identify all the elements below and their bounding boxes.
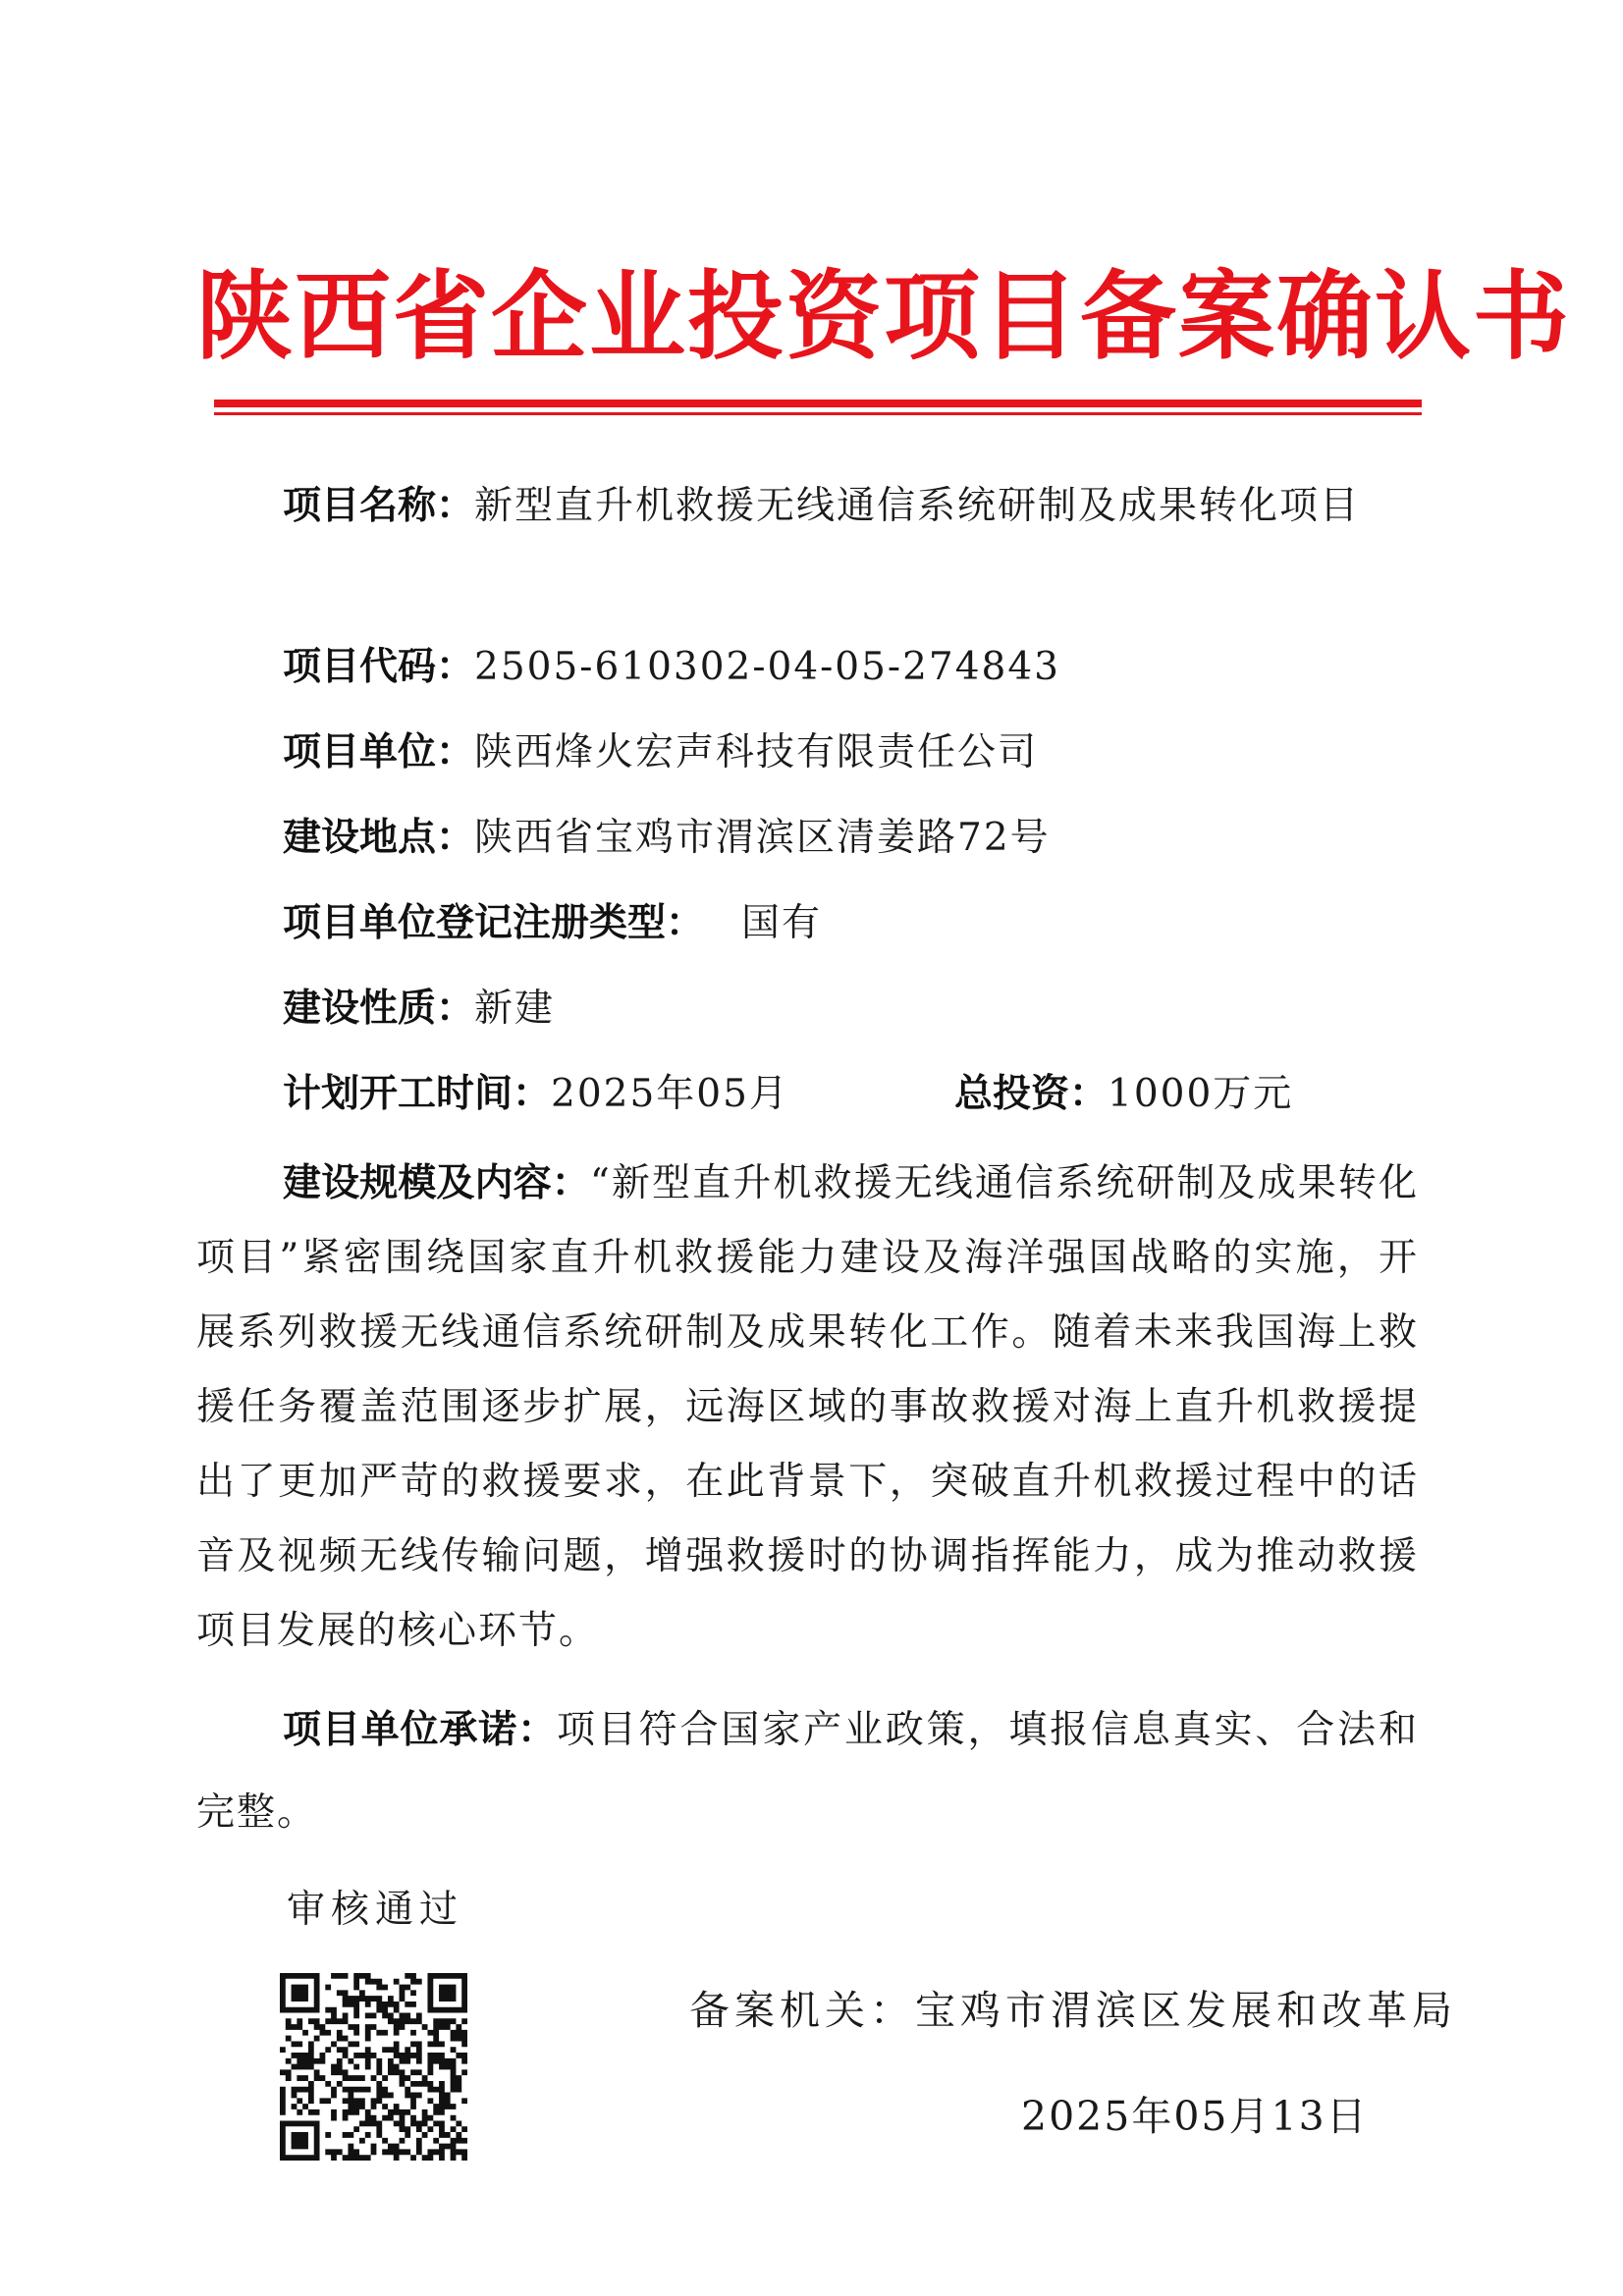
commitment-label: 项目单位承诺： [283,1708,557,1752]
qr-code-graphic [280,1973,467,2161]
total-investment-field [954,1059,1293,1130]
scope-value: “新型直升机救援无线通信系统研制及成果转化项目”紧密围绕国家直升机救援能力建设及海洋强国战略的实施，开展系列救援无线通信系统研制及成果转化工作。随着未来我国海上救援任务覆盖范围逐步扩展，远海区域的事故救援对海上直升机救援提出了更加严苛的救援要求，在此背景下，突破直升机救援过程中的话音及视频无线传输问题，增强救援时的协调指挥能力，成为推动救援项目发展的核心环节。 [196,1161,1419,1653]
qr-code-modules [280,1973,467,2161]
nature-label: 建设性质： [283,987,475,1031]
scope-field [196,1147,1419,1669]
project-name-field [196,463,1419,549]
registration-type-field [283,888,822,959]
scope-label: 建设规模及内容： [283,1161,590,1205]
total-investment-label: 总投资： [954,1072,1109,1116]
filing-date: 2025年05月13日 [1021,2093,1369,2140]
document-title: 陕西省企业投资项目备案确认书 [196,260,1572,373]
registration-type-value: 国有 [741,901,823,945]
project-code-value: 2505-610302-04-05-274843 [474,645,1060,689]
approval-status: 审核通过 [287,1888,464,1932]
project-name-value: 新型直升机救援无线通信系统研制及成果转化项目 [474,484,1361,528]
project-unit-field [283,718,1038,788]
registration-type-label: 项目单位登记注册类型： [283,901,705,945]
project-code-field [283,632,1060,703]
start-time-label: 计划开工时间： [283,1072,552,1116]
commitment-field [196,1689,1419,1854]
location-field [283,803,1051,874]
nature-field [283,974,555,1044]
start-time-value: 2025年05月 [551,1072,789,1116]
location-label: 建设地点： [283,816,475,860]
commitment-value: 项目符合国家产业政策，填报信息真实、合法和完整。 [196,1708,1419,1835]
start-time-field [283,1059,789,1130]
total-investment-value: 1000万元 [1108,1072,1294,1116]
qr-code-icon [280,1973,467,2161]
project-unit-label: 项目单位： [283,730,475,774]
title-divider-thick [214,400,1422,407]
project-code-label: 项目代码： [283,645,475,689]
title-divider-thin [214,412,1422,415]
project-name-label: 项目名称： [283,484,475,528]
nature-value: 新建 [474,987,556,1031]
filing-authority: 备案机关：宝鸡市渭滨区发展和改革局 [689,1987,1457,2034]
location-value: 陕西省宝鸡市渭滨区清姜路72号 [474,816,1051,860]
project-unit-value: 陕西烽火宏声科技有限责任公司 [474,730,1039,774]
